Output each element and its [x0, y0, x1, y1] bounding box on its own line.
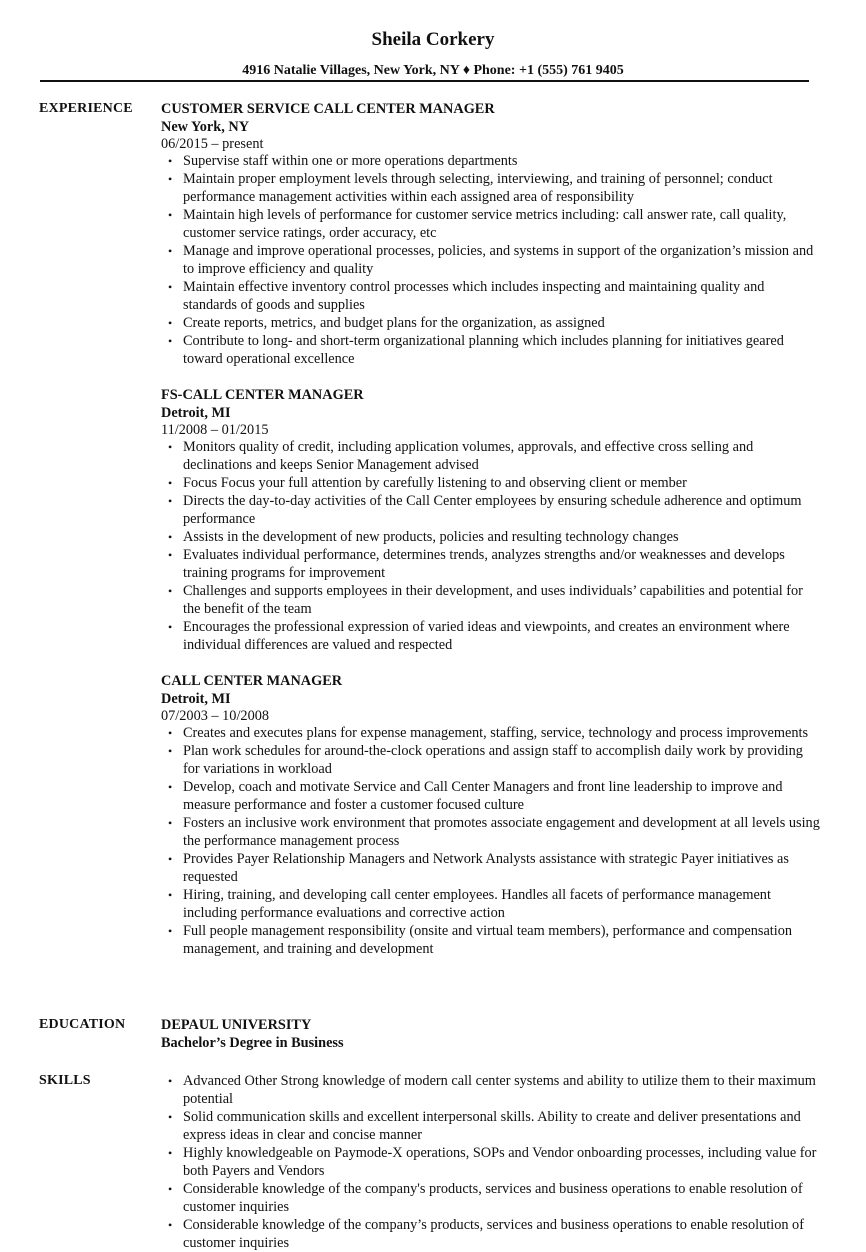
bullet-icon: •: [168, 440, 173, 454]
bullet-item: [161, 814, 821, 850]
job-entry: [161, 386, 821, 654]
bullet-item: [161, 886, 821, 922]
job-bullets: [161, 724, 821, 958]
bullet-item: [161, 546, 821, 582]
bullet-text: Develop, coach and motivate Service and Call Center Managers and front line leadership to improve and measure performance and foster a customer focused culture: [183, 779, 783, 813]
bullet-text: Maintain effective inventory control processes which includes inspecting and maintaining quality and standards of goods and supplies: [183, 279, 765, 313]
bullet-icon: •: [168, 584, 173, 598]
bullet-item: [161, 1108, 821, 1144]
bullet-text: Considerable knowledge of the company’s products, services and business operations to enable resolution of customer inquiries: [183, 1217, 804, 1251]
skills-heading: SKILLS: [39, 1073, 91, 1088]
bullet-icon: •: [168, 726, 173, 740]
bullet-icon: •: [168, 316, 173, 330]
bullet-icon: •: [168, 244, 173, 258]
bullet-text: Focus Focus your full attention by carefully listening to and observing client or member: [183, 475, 687, 491]
bullet-icon: •: [168, 548, 173, 562]
education-body: [161, 1016, 821, 1052]
bullet-item: [161, 742, 821, 778]
bullet-item: [161, 1216, 821, 1252]
bullet-item: [161, 1144, 821, 1180]
bullet-text: Directs the day-to-day activities of the Call Center employees by ensuring schedule adherence and optimum performance: [183, 493, 802, 527]
bullet-icon: •: [168, 1074, 173, 1088]
bullet-item: [161, 528, 821, 546]
bullet-icon: •: [168, 208, 173, 222]
experience-heading: EXPERIENCE: [39, 101, 133, 116]
bullet-text: Assists in the development of new products, policies and resulting technology changes: [183, 529, 679, 545]
job-entry: [161, 100, 821, 368]
bullet-item: [161, 278, 821, 314]
bullet-icon: •: [168, 154, 173, 168]
bullet-text: Challenges and supports employees in their development, and uses individuals’ capabilities and potential for the benefit of the team: [183, 583, 803, 617]
bullet-item: [161, 778, 821, 814]
bullet-item: [161, 1072, 821, 1108]
bullet-icon: •: [168, 888, 173, 902]
bullet-text: Create reports, metrics, and budget plans for the organization, as assigned: [183, 315, 605, 331]
job-title: FS-CALL CENTER MANAGER: [161, 387, 364, 403]
job-bullets: [161, 152, 821, 368]
bullet-item: [161, 152, 821, 170]
bullet-item: [161, 850, 821, 886]
bullet-icon: •: [168, 852, 173, 866]
degree: Bachelor’s Degree in Business: [161, 1035, 344, 1051]
bullet-icon: •: [168, 1182, 173, 1196]
bullet-text: Encourages the professional expression of varied ideas and viewpoints, and creates an environment where individual differences are valued and respected: [183, 619, 790, 653]
bullet-icon: •: [168, 924, 173, 938]
experience-body: [161, 100, 821, 958]
bullet-item: [161, 474, 821, 492]
job-title: CUSTOMER SERVICE CALL CENTER MANAGER: [161, 101, 495, 117]
job-title: CALL CENTER MANAGER: [161, 673, 343, 689]
school-name: DEPAUL UNIVERSITY: [161, 1017, 312, 1033]
bullet-text: Full people management responsibility (onsite and virtual team members), performance and compensation management, and training and development: [183, 923, 793, 957]
bullet-text: Monitors quality of credit, including application volumes, approvals, and effective cross selling and declinations and keeps Senior Management advised: [183, 439, 754, 473]
bullet-item: [161, 582, 821, 618]
job-location: New York, NY: [161, 119, 250, 135]
job-dates: 11/2008 – 01/2015: [161, 422, 269, 438]
bullet-icon: •: [168, 1110, 173, 1124]
bullet-text: Considerable knowledge of the company's products, services and business operations to enable resolution of customer inquiries: [183, 1181, 803, 1215]
bullet-text: Manage and improve operational processes, policies, and systems in support of the organization’s mission and to improve efficiency and quality: [183, 243, 814, 277]
bullet-item: [161, 206, 821, 242]
bullet-item: [161, 314, 821, 332]
contact-line: 4916 Natalie Villages, New York, NY ♦ Phone: +1 (555) 761 9405: [242, 63, 624, 78]
bullet-item: [161, 492, 821, 528]
bullet-text: Plan work schedules for around-the-clock operations and assign staff to accomplish daily work by providing for variations in workload: [183, 743, 803, 777]
bullet-text: Contribute to long- and short-term organizational planning which includes planning for initiatives geared toward operational excellence: [183, 333, 784, 367]
bullet-text: Provides Payer Relationship Managers and Network Analysts assistance with strategic Payer initiatives as requested: [183, 851, 789, 885]
skills-bullets: [161, 1072, 821, 1252]
job-location: Detroit, MI: [161, 691, 231, 707]
bullet-text: Maintain high levels of performance for customer service metrics including: call answer rate, call quality, customer service ratings, order accuracy, etc: [183, 207, 787, 241]
bullet-icon: •: [168, 530, 173, 544]
job-location: Detroit, MI: [161, 405, 231, 421]
candidate-name: Sheila Corkery: [371, 29, 495, 50]
bullet-text: Solid communication skills and excellent interpersonal skills. Ability to create and deliver presentations and express ideas in clear and concise manner: [183, 1109, 801, 1143]
bullet-item: [161, 1180, 821, 1216]
bullet-text: Maintain proper employment levels through selecting, interviewing, and training of personnel; conduct performance management activities within each assigned area of responsibility: [183, 171, 773, 205]
bullet-text: Creates and executes plans for expense management, staffing, service, technology and process improvements: [183, 725, 809, 741]
bullet-text: Fosters an inclusive work environment that promotes associate engagement and development at all levels using the performance management process: [183, 815, 820, 849]
bullet-icon: •: [168, 476, 173, 490]
job-dates: 06/2015 – present: [161, 136, 264, 152]
bullet-icon: •: [168, 334, 173, 348]
bullet-text: Evaluates individual performance, determines trends, analyzes strengths and/or weaknesses and develops training programs for improvement: [183, 547, 785, 581]
bullet-item: [161, 618, 821, 654]
bullet-item: [161, 438, 821, 474]
bullet-item: [161, 332, 821, 368]
bullet-text: Highly knowledgeable on Paymode-X operations, SOPs and Vendor onboarding processes, including value for both Payers and Vendors: [183, 1145, 817, 1179]
bullet-text: Supervise staff within one or more operations departments: [183, 153, 518, 169]
bullet-item: [161, 922, 821, 958]
bullet-icon: •: [168, 620, 173, 634]
job-entry: [161, 672, 821, 958]
bullet-icon: •: [168, 494, 173, 508]
job-bullets: [161, 438, 821, 654]
bullet-icon: •: [168, 1146, 173, 1160]
bullet-text: Hiring, training, and developing call center employees. Handles all facets of performance management including performance evaluations and corrective action: [183, 887, 771, 921]
skills-body: [161, 1072, 821, 1252]
bullet-text: Advanced Other Strong knowledge of modern call center systems and ability to utilize them to their maximum potential: [183, 1073, 816, 1107]
header-divider: [40, 80, 809, 82]
bullet-icon: •: [168, 280, 173, 294]
bullet-item: [161, 724, 821, 742]
bullet-icon: •: [168, 172, 173, 186]
bullet-item: [161, 170, 821, 206]
job-dates: 07/2003 – 10/2008: [161, 708, 270, 724]
bullet-item: [161, 242, 821, 278]
bullet-icon: •: [168, 780, 173, 794]
bullet-icon: •: [168, 816, 173, 830]
bullet-icon: •: [168, 1218, 173, 1232]
education-heading: EDUCATION: [39, 1017, 126, 1032]
bullet-icon: •: [168, 744, 173, 758]
